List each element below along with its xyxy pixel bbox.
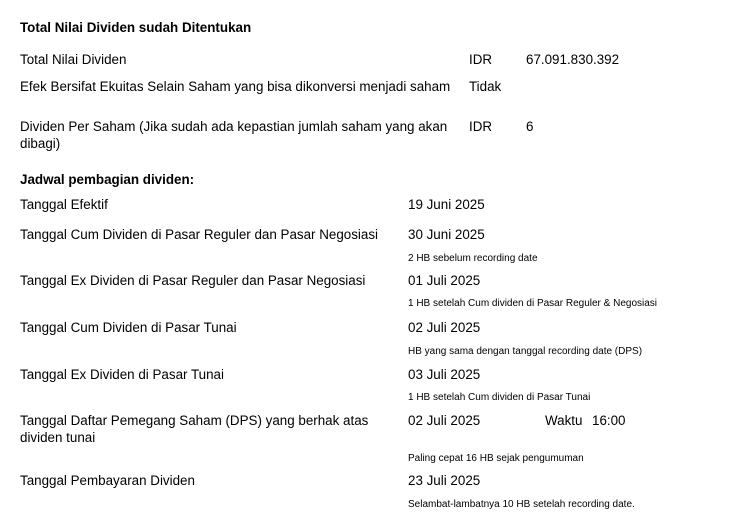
schedule-row-date: 23 Juli 2025 — [408, 473, 481, 488]
schedule-row-note: 1 HB setelah Cum dividen di Pasar Reguler & Negosiasi — [408, 298, 658, 309]
per-share-value: 6 — [526, 119, 534, 134]
schedule-row-label: Tanggal Efektif — [20, 197, 108, 212]
schedule-row-label: Tanggal Ex Dividen di Pasar Reguler dan Pasar Negosiasi — [20, 273, 366, 288]
total-dividend-currency: IDR — [469, 52, 493, 67]
schedule-row-time-value: 16:00 — [592, 413, 626, 428]
schedule-row-label: Tanggal Cum Dividen di Pasar Tunai — [20, 320, 237, 335]
total-dividend-label: Total Nilai Dividen — [20, 52, 127, 67]
total-dividend-value: 67.091.830.392 — [526, 52, 620, 67]
convertible-label: Efek Bersifat Ekuitas Selain Saham yang bisa dikonversi menjadi saham — [20, 79, 451, 94]
schedule-row-date: 19 Juni 2025 — [408, 197, 485, 212]
per-share-label: Dividen Per Saham (Jika sudah ada kepastian jumlah saham yang akan dibagi) — [20, 119, 448, 151]
schedule-row-label: Tanggal Ex Dividen di Pasar Tunai — [20, 367, 224, 382]
convertible-value: Tidak — [469, 79, 502, 94]
schedule-row-label: Tanggal Cum Dividen di Pasar Reguler dan Pasar Negosiasi — [20, 227, 379, 242]
schedule-row-time-label: Waktu — [545, 413, 583, 428]
schedule-row-date: 01 Juli 2025 — [408, 273, 481, 288]
schedule-row-label: Tanggal Pembayaran Dividen — [20, 473, 195, 488]
schedule-row-note: 2 HB sebelum recording date — [408, 253, 538, 264]
per-share-currency: IDR — [469, 119, 493, 134]
schedule-row-note: Paling cepat 16 HB sejak pengumuman — [408, 453, 584, 464]
schedule-row-note: Selambat-lambatnya 10 HB setelah recording date. — [408, 499, 635, 510]
schedule-row-note: 1 HB setelah Cum dividen di Pasar Tunai — [408, 392, 591, 403]
schedule-title: Jadwal pembagian dividen: — [20, 172, 195, 187]
section-title: Total Nilai Dividen sudah Ditentukan — [20, 20, 252, 35]
schedule-row-date: 30 Juni 2025 — [408, 227, 485, 242]
schedule-row-date: 03 Juli 2025 — [408, 367, 481, 382]
schedule-row-date: 02 Juli 2025 — [408, 413, 481, 428]
schedule-row-date: 02 Juli 2025 — [408, 320, 481, 335]
schedule-row-label: Tanggal Daftar Pemegang Saham (DPS) yang berhak atas dividen tunai — [20, 413, 369, 445]
schedule-row-note: HB yang sama dengan tanggal recording date (DPS) — [408, 346, 643, 357]
